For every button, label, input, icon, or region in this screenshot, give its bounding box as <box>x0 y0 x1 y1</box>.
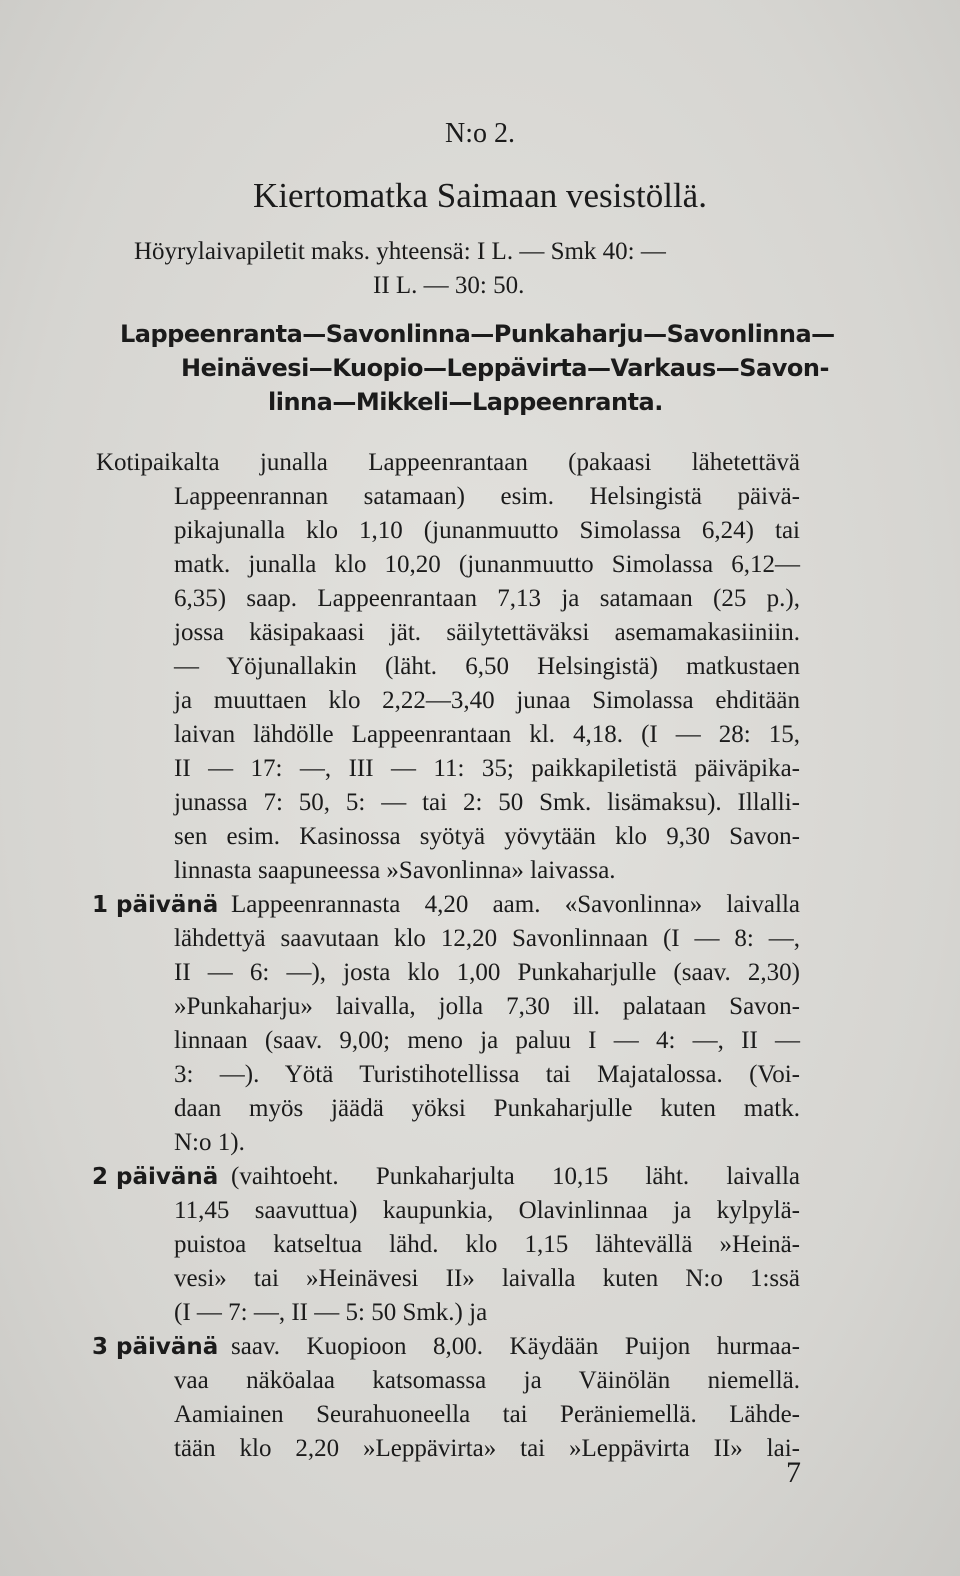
intro-line: pikajunalla klo 1,10 (junanmuutto Simolassa 6,24) tai <box>174 517 800 544</box>
route-line-3: linna—Mikkeli—Lappeenranta. <box>268 388 663 416</box>
intro-line: ja muuttaen klo 2,22—3,40 junaa Simolassa ehditään <box>174 687 800 714</box>
day-1-line: Lappeenrannasta 4,20 aam. «Savonlinna» laivalla <box>231 891 800 918</box>
day-2-line: (I — 7: —, II — 5: 50 Smk.) ja <box>174 1299 488 1326</box>
day-2-line: (vaihtoeht. Punkaharjulta 10,15 läht. laivalla <box>231 1163 800 1190</box>
day-2-line: vesi» tai »Heinävesi II» laivalla kuten N:o 1:ssä <box>174 1265 800 1292</box>
day-3-line: vaa näköalaa katsomassa ja Väinölän niemellä. <box>174 1367 800 1394</box>
intro-line: laivan lähdölle Lappeenrantaan kl. 4,18. (I — 28: 15, <box>174 721 800 748</box>
intro-line: II — 17: —, III — 11: 35; paikkapiletistä päiväpika- <box>174 755 800 782</box>
intro-line: 6,35) saap. Lappeenrantaan 7,13 ja satamaan (25 p.), <box>174 585 800 612</box>
day-1-line: II — 6: —), josta klo 1,00 Punkaharjulle (saav. 2,30) <box>174 959 800 986</box>
route-line-1: Lappeenranta—Savonlinna—Punkaharju—Savonlinna— <box>120 320 835 348</box>
day-2-line: 11,45 saavuttua) kaupunkia, Olavinlinnaa ja kylpylä- <box>174 1197 800 1224</box>
section-number: N:o 2. <box>445 118 515 149</box>
day-3-line: tään klo 2,20 »Leppävirta» tai »Leppävirta II» lai- <box>174 1435 800 1462</box>
day-3-line: saav. Kuopioon 8,00. Käydään Puijon hurmaa- <box>231 1333 800 1360</box>
intro-line: — Yöjunallakin (läht. 6,50 Helsingistä) matkustaen <box>174 653 800 680</box>
intro-line: jossa käsipakaasi jät. säilytettäväksi asemamakasiiniin. <box>174 619 800 646</box>
page-number: 7 <box>786 1456 801 1489</box>
day-1-line: »Punkaharju» laivalla, jolla 7,30 ill. palataan Savon- <box>174 993 800 1020</box>
intro-line: junassa 7: 50, 5: — tai 2: 50 Smk. lisämaksu). Illalli- <box>174 789 800 816</box>
day-1-line: lähdettyä saavutaan klo 12,20 Savonlinnaan (I — 8: —, <box>174 925 800 952</box>
day-1-line: daan myös jäädä yöksi Punkaharjulle kuten matk. <box>174 1095 800 1122</box>
day-2-line: puistoa katseltua lähd. klo 1,15 lähtevällä »Heinä- <box>174 1231 800 1258</box>
intro-line: linnasta saapuneessa »Savonlinna» laivassa. <box>174 857 616 884</box>
route-line-2: Heinävesi—Kuopio—Leppävirta—Varkaus—Savon- <box>181 354 829 382</box>
intro-line: Kotipaikalta junalla Lappeenrantaan (pakaasi lähetettävä <box>96 449 800 476</box>
fare-line-2: II L. — 30: 50. <box>373 272 525 299</box>
day-1-label: 1 päivänä <box>92 892 219 918</box>
page-title: Kiertomatka Saimaan vesistöllä. <box>253 176 707 215</box>
day-1-line: linnaan (saav. 9,00; meno ja paluu I — 4: —, II — <box>174 1027 800 1054</box>
intro-line: matk. junalla klo 10,20 (junanmuutto Simolassa 6,12— <box>174 551 800 578</box>
day-1-line: 3: —). Yötä Turistihotellissa tai Majatalossa. (Voi- <box>174 1061 800 1088</box>
intro-line: Lappeenrannan satamaan) esim. Helsingistä päivä- <box>174 483 800 510</box>
day-2-label: 2 päivänä <box>92 1164 219 1190</box>
day-3-label: 3 päivänä <box>92 1334 219 1360</box>
day-3-line: Aamiainen Seurahuoneella tai Peräniemellä. Lähde- <box>174 1401 800 1428</box>
intro-line: sen esim. Kasinossa syötyä yövytään klo 9,30 Savon- <box>174 823 800 850</box>
day-1-line: N:o 1). <box>174 1129 245 1156</box>
fare-line-1: Höyrylaivapiletit maks. yhteensä: I L. — Smk 40: — <box>134 238 666 265</box>
